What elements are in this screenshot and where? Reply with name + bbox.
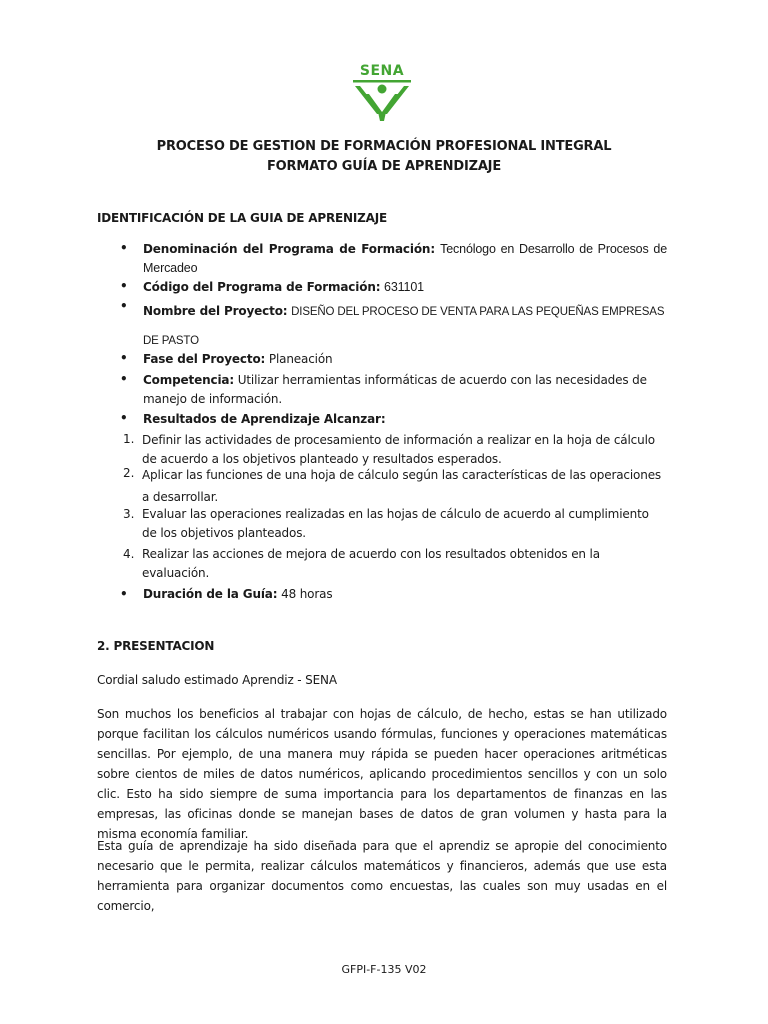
bullet-icon: •: [120, 279, 128, 293]
result-number: 2.: [123, 466, 135, 480]
duration-value: 48 horas: [281, 587, 333, 601]
project-name-label: Nombre del Proyecto:: [143, 304, 288, 318]
result-number: 4.: [123, 547, 135, 561]
duration-label: Duración de la Guía:: [143, 587, 278, 601]
program-code-value: 631101: [384, 280, 424, 294]
bullet-icon: •: [120, 299, 128, 313]
bullet-icon: •: [120, 587, 128, 601]
project-phase-item: [143, 350, 667, 369]
competence-value: Utilizar herramientas informáticas de acuerdo con las necesidades de manejo de información.: [143, 373, 647, 406]
project-phase-label: Fase del Proyecto:: [143, 352, 266, 366]
bullet-icon: •: [120, 411, 128, 425]
program-name-item: [143, 240, 667, 278]
presentation-paragraph-2: Esta guía de aprendizaje ha sido diseñada para que el aprendiz se apropie del conocimiento necesario que le permita, realizar cálculos matemáticos y financieros, además que use esta herramienta para organizar documentos como encuestas, las cuales son muy usadas en el comercio,: [97, 839, 667, 913]
project-phase-value: Planeación: [268, 352, 333, 366]
project-name-value: DISEÑO DEL PROCESO DE VENTA PARA LAS PEQUEÑAS EMPRESAS DE PASTO: [143, 306, 665, 347]
learning-results-item: [143, 410, 667, 429]
program-code-item: [143, 278, 667, 297]
program-name-label: Denominación del Programa de Formación:: [143, 242, 435, 256]
result-item: Definir las actividades de procesamiento de información a realizar en la hoja de cálculo de acuerdo a los objetivos planteado y resultados esperados.: [142, 433, 655, 466]
competence-label: Competencia:: [143, 373, 235, 387]
greeting-text: Cordial saludo estimado Aprendiz - SENA: [97, 673, 337, 687]
document-title-line-1: PROCESO DE GESTION DE FORMACIÓN PROFESIONAL INTEGRAL: [156, 139, 612, 154]
project-name-item: [143, 297, 667, 355]
bullet-icon: •: [120, 351, 128, 365]
result-item: Aplicar las funciones de una hoja de cálculo según las características de las operaciones a desarrollar.: [142, 468, 662, 504]
presentation-heading: 2. PRESENTACION: [97, 639, 215, 653]
duration-item: [143, 585, 667, 604]
competence-item: [143, 371, 667, 409]
bullet-icon: •: [120, 241, 128, 255]
result-number: 1.: [123, 432, 135, 446]
program-code-label: Código del Programa de Formación:: [143, 280, 381, 294]
bullet-icon: •: [120, 372, 128, 386]
program-name-value: Tecnólogo en Desarrollo de Procesos de Mercadeo: [143, 242, 667, 275]
document-title-line-2: FORMATO GUÍA DE APRENDIZAJE: [266, 159, 501, 174]
sena-logo: [351, 64, 413, 122]
learning-results-label: Resultados de Aprendizaje Alcanzar:: [143, 412, 386, 426]
sena-emblem-icon: [351, 78, 413, 122]
footer-code: GFPI-F-135 V02: [341, 963, 427, 976]
logo-text: SENA: [359, 63, 405, 79]
presentation-paragraph-1: Son muchos los beneficios al trabajar con hojas de cálculo, de hecho, estas se han utilizado porque facilitan los cálculos numéricos usando fórmulas, funciones y operaciones matemáticas sencillas. Por ejemplo, de una manera muy rápida se pueden hacer operaciones aritméticas sobre cientos de miles de datos numéricos, aplicando procedimientos sencillos y con un solo clic. Esto ha sido siempre de suma importancia para los departamentos de finanzas en las empresas, las oficinas donde se manejan bases de datos de gran volumen y hasta para la misma economía familiar.: [97, 707, 667, 841]
result-item: Realizar las acciones de mejora de acuerdo con los resultados obtenidos en la evaluación.: [142, 547, 600, 580]
identification-heading: IDENTIFICACIÓN DE LA GUIA DE APRENIZAJE: [97, 211, 387, 225]
result-item: Evaluar las operaciones realizadas en las hojas de cálculo de acuerdo al cumplimiento de los objetivos planteados.: [142, 507, 649, 540]
result-number: 3.: [123, 507, 135, 521]
